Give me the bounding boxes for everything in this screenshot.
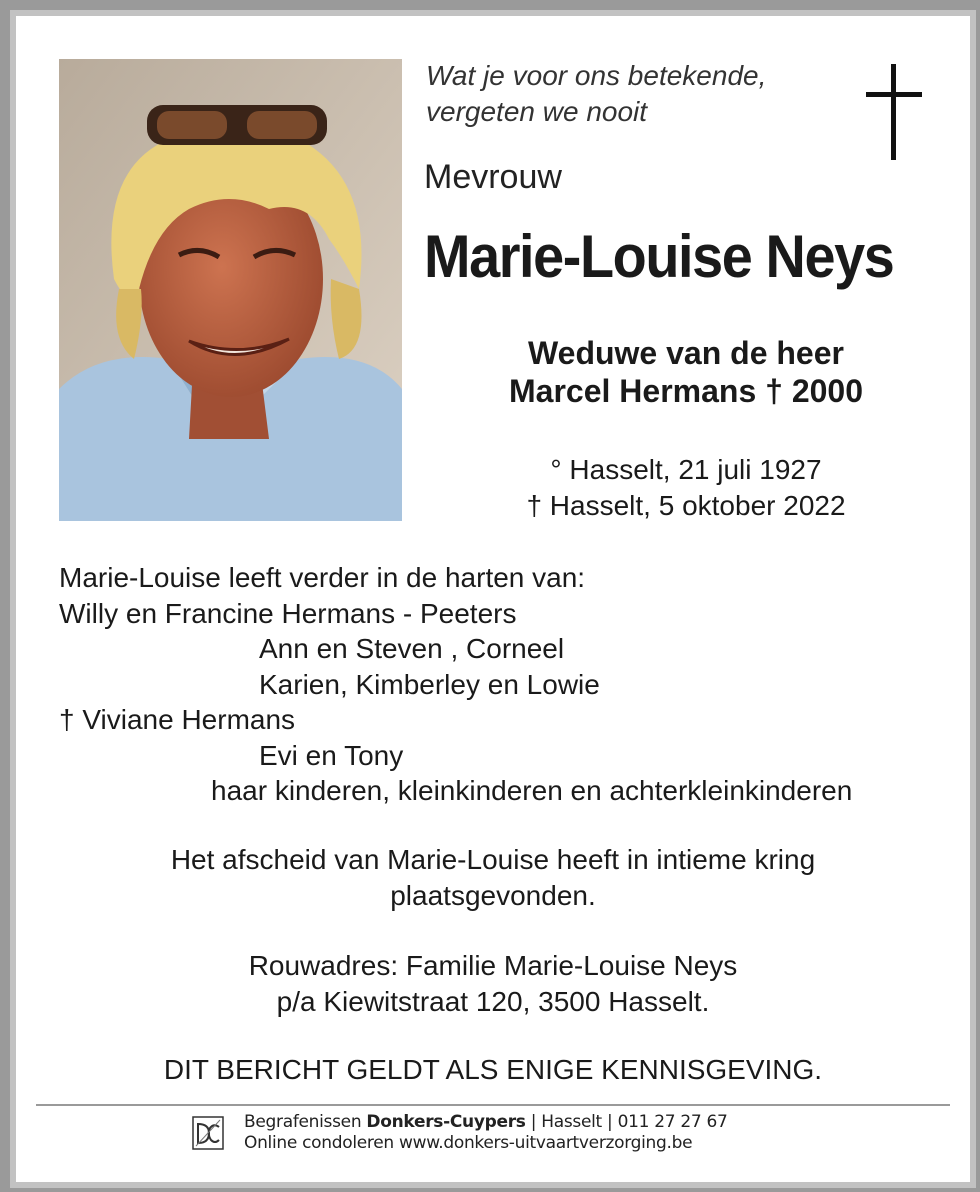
family-line: † Viviane Hermans <box>59 704 296 735</box>
family-line: Evi en Tony <box>259 739 404 771</box>
spouse-line-1: Weduwe van de heer <box>528 335 844 371</box>
mourning-address <box>16 948 970 1020</box>
website-link[interactable]: www.donkers-uitvaartverzorging.be <box>399 1133 693 1153</box>
family-intro: Marie-Louise leeft verder in de harten van: <box>59 562 586 593</box>
portrait-photo <box>59 59 402 521</box>
deceased-name: Marie-Louise Neys <box>424 223 894 290</box>
farewell-line-1: Het afscheid van Marie-Louise heeft in intieme kring <box>170 844 816 875</box>
footer-text <box>244 1112 728 1154</box>
obituary-card <box>10 10 976 1188</box>
footer-divider <box>36 1104 950 1106</box>
footer-separator: | <box>525 1112 542 1132</box>
farewell-text <box>16 842 970 914</box>
latin-cross-icon <box>866 64 922 160</box>
quote-line-2: vergeten we nooit <box>426 96 648 127</box>
footer-city: Hasselt <box>541 1112 602 1132</box>
address-line-1: Rouwadres: Familie Marie-Louise Neys <box>248 950 738 981</box>
memorial-quote <box>426 58 766 130</box>
footer-phone[interactable]: 011 27 27 67 <box>617 1112 728 1132</box>
dc-logo-icon <box>192 1116 224 1150</box>
honorific: Mevrouw <box>424 158 562 196</box>
footer-line-1 <box>244 1112 728 1133</box>
family-line: Ann en Steven , Corneel <box>259 633 565 664</box>
family-line: Willy en Francine Hermans - Peeters <box>59 597 517 629</box>
company-name: Donkers-Cuypers <box>366 1112 526 1132</box>
death-date: † Hasselt, 5 oktober 2022 <box>526 490 846 521</box>
spouse-info <box>426 334 946 410</box>
family-list <box>59 560 852 809</box>
spouse-line-2: Marcel Hermans † 2000 <box>509 373 863 409</box>
birth-date: ° Hasselt, 21 juli 1927 <box>550 454 822 485</box>
family-line: Karien, Kimberley en Lowie <box>259 668 600 700</box>
family-line: haar kinderen, kleinkinderen en achterkleinkinderen <box>211 775 853 806</box>
address-line-2: p/a Kiewitstraat 120, 3500 Hasselt. <box>276 986 710 1017</box>
notice-text: DIT BERICHT GELDT ALS ENIGE KENNISGEVING. <box>163 1054 823 1085</box>
farewell-line-2: plaatsgevonden. <box>390 880 596 911</box>
footer-separator: | <box>601 1112 618 1132</box>
quote-line-1: Wat je voor ons betekende, <box>426 60 767 91</box>
life-dates <box>426 452 946 524</box>
footer-prefix: Begrafenissen <box>244 1112 367 1132</box>
footer-line-2 <box>244 1133 728 1154</box>
online-label: Online condoleren <box>244 1133 399 1153</box>
